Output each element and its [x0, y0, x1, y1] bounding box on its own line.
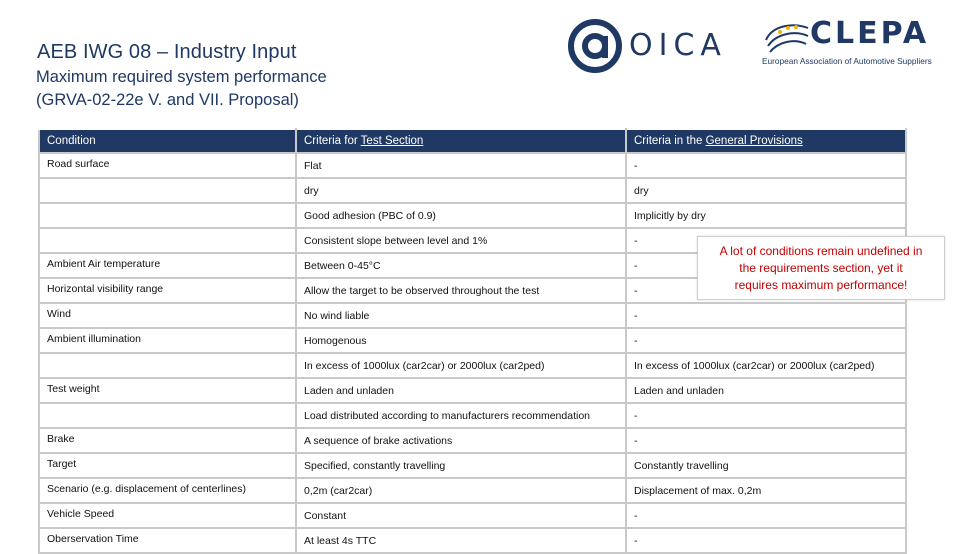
table-row — [39, 303, 906, 328]
table-row — [39, 528, 906, 553]
header-test-section — [296, 129, 626, 153]
cell-test-criteria: Allow the target to be observed throughout the test — [296, 278, 626, 303]
cell-general-criteria: - — [626, 328, 906, 353]
cell-condition: Scenario (e.g. displacement of centerlines) — [39, 478, 296, 503]
cell-test-criteria: A sequence of brake activations — [296, 428, 626, 453]
cell-general-criteria: - — [626, 228, 906, 253]
cell-test-criteria: Between 0-45°C — [296, 253, 626, 278]
cell-condition — [39, 403, 296, 428]
table-row — [39, 453, 906, 478]
subtitle-line-1: Maximum required system performance — [36, 68, 327, 86]
cell-general-criteria: Implicitly by dry — [626, 203, 906, 228]
table-row — [39, 428, 906, 453]
table-row — [39, 328, 906, 353]
cell-general-criteria: Constantly travelling — [626, 453, 906, 478]
cell-general-criteria: - — [626, 303, 906, 328]
cell-condition: Test weight — [39, 378, 296, 403]
cell-test-criteria: No wind liable — [296, 303, 626, 328]
clepa-tagline: European Association of Automotive Suppliers — [762, 56, 932, 66]
cell-test-criteria: Consistent slope between level and 1% — [296, 228, 626, 253]
cell-test-criteria: In excess of 1000lux (car2car) or 2000lux (car2ped) — [296, 353, 626, 378]
table-header-row — [39, 129, 906, 153]
table-row — [39, 153, 906, 178]
clepa-logo — [760, 18, 950, 74]
cell-general-criteria: Laden and unladen — [626, 378, 906, 403]
slide-subtitle — [36, 66, 436, 112]
cell-condition — [39, 178, 296, 203]
cell-test-criteria: 0,2m (car2car) — [296, 478, 626, 503]
cell-test-criteria: Homogenous — [296, 328, 626, 353]
table-row — [39, 203, 906, 228]
cell-condition: Horizontal visibility range — [39, 278, 296, 303]
cell-test-criteria: Load distributed according to manufacturers recommendation — [296, 403, 626, 428]
oica-at-logo-icon — [567, 18, 623, 74]
cell-test-criteria: Good adhesion (PBC of 0.9) — [296, 203, 626, 228]
cell-test-criteria: Specified, constantly travelling — [296, 453, 626, 478]
cell-condition: Ambient illumination — [39, 328, 296, 353]
cell-test-criteria: Flat — [296, 153, 626, 178]
cell-general-criteria: - — [626, 153, 906, 178]
header-condition: Condition — [39, 129, 296, 153]
cell-general-criteria: - — [626, 528, 906, 553]
cell-general-criteria: - — [626, 503, 906, 528]
header-test-link[interactable]: Test Section — [360, 135, 424, 147]
cell-general-criteria: Displacement of max. 0,2m — [626, 478, 906, 503]
cell-condition: Target — [39, 453, 296, 478]
clepa-logo-text: CLEPA — [810, 16, 930, 51]
table-row — [39, 478, 906, 503]
callout-line-2: the requirements section, yet it — [739, 260, 903, 275]
table-row — [39, 353, 906, 378]
slide-title: AEB IWG 08 – Industry Input — [37, 41, 297, 63]
table-row — [39, 378, 906, 403]
cell-condition: Wind — [39, 303, 296, 328]
cell-condition: Vehicle Speed — [39, 503, 296, 528]
callout-line-3: requires maximum performance! — [734, 277, 908, 292]
cell-condition — [39, 203, 296, 228]
warning-callout — [697, 236, 945, 300]
header-general-link[interactable]: General Provisions — [705, 135, 803, 147]
callout-line-1: A lot of conditions remain undefined in — [719, 243, 923, 258]
cell-condition: Brake — [39, 428, 296, 453]
cell-test-criteria: Laden and unladen — [296, 378, 626, 403]
cell-condition — [39, 353, 296, 378]
cell-condition: Ambient Air temperature — [39, 253, 296, 278]
cell-general-criteria: - — [626, 278, 906, 303]
cell-general-criteria: - — [626, 253, 906, 278]
table-row — [39, 403, 906, 428]
table-row — [39, 503, 906, 528]
oica-logo — [567, 18, 742, 74]
cell-general-criteria: In excess of 1000lux (car2car) or 2000lux (car2ped) — [626, 353, 906, 378]
header-test-prefix: Criteria for — [304, 135, 361, 147]
clepa-stars-logo-icon — [762, 18, 812, 58]
oica-logo-text: OICA — [629, 28, 727, 63]
cell-test-criteria: At least 4s TTC — [296, 528, 626, 553]
header-general-prefix: Criteria in the — [634, 135, 706, 147]
cell-general-criteria: - — [626, 428, 906, 453]
cell-condition — [39, 228, 296, 253]
table-row — [39, 178, 906, 203]
cell-condition: Road surface — [39, 153, 296, 178]
cell-general-criteria: dry — [626, 178, 906, 203]
criteria-table — [38, 128, 907, 554]
subtitle-line-2: (GRVA-02-22e V. and VII. Proposal) — [36, 91, 299, 109]
header-general-provisions — [626, 129, 906, 153]
cell-condition: Oberservation Time — [39, 528, 296, 553]
cell-test-criteria: Constant — [296, 503, 626, 528]
cell-test-criteria: dry — [296, 178, 626, 203]
cell-general-criteria: - — [626, 403, 906, 428]
